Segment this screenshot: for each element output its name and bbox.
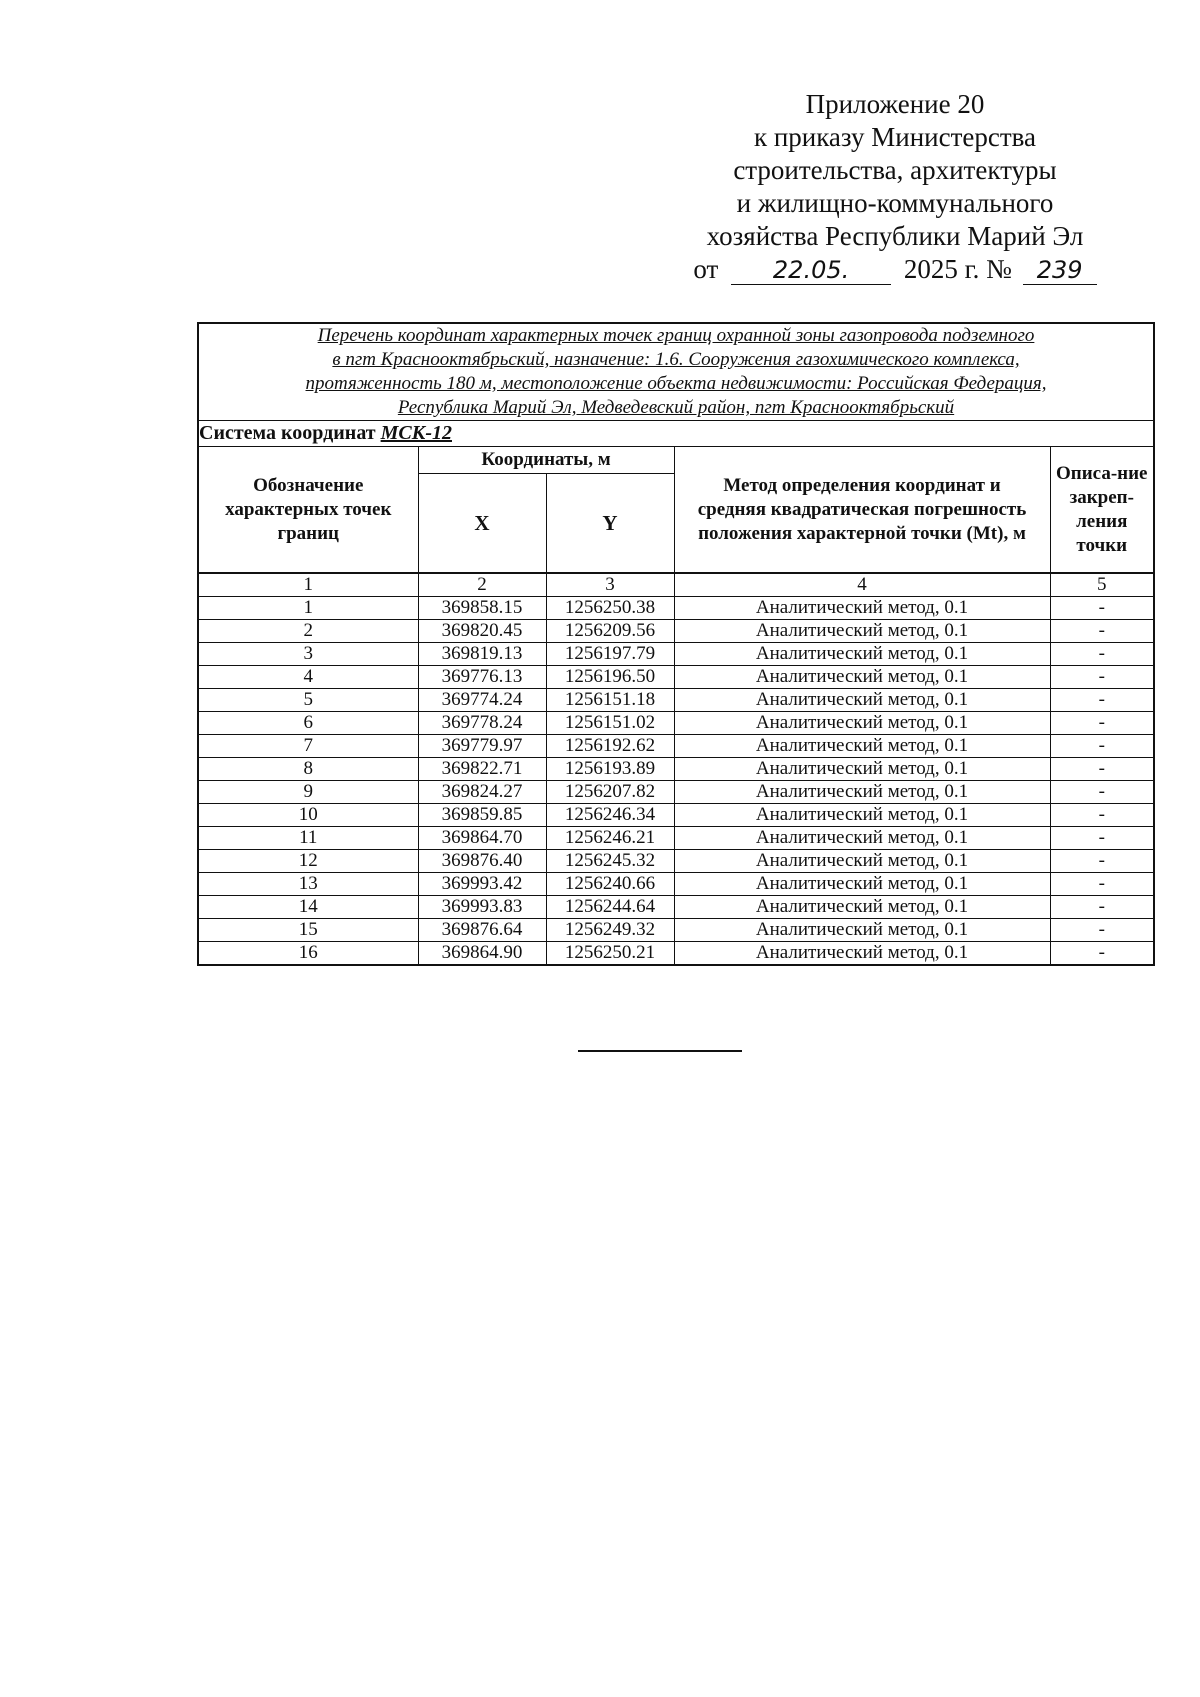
coordinate-system xyxy=(198,421,1154,447)
cell-x: 369819.13 xyxy=(418,643,546,666)
cell-n: 14 xyxy=(198,896,418,919)
cell-n: 4 xyxy=(198,666,418,689)
cell-method: Аналитический метод, 0.1 xyxy=(674,712,1050,735)
header-line: к приказу Министерства xyxy=(753,122,1037,152)
cell-y: 1256207.82 xyxy=(546,781,674,804)
table-row xyxy=(198,643,1154,666)
column-number: 1 xyxy=(198,573,418,597)
document-header xyxy=(660,88,1130,286)
column-number: 4 xyxy=(674,573,1050,597)
cell-y: 1256250.21 xyxy=(546,942,674,966)
cell-method: Аналитический метод, 0.1 xyxy=(674,643,1050,666)
cell-n: 11 xyxy=(198,827,418,850)
table-row xyxy=(198,896,1154,919)
cell-n: 8 xyxy=(198,758,418,781)
cell-desc: - xyxy=(1050,689,1154,712)
table-row xyxy=(198,873,1154,896)
cell-n: 7 xyxy=(198,735,418,758)
table-row xyxy=(198,919,1154,942)
cell-n: 9 xyxy=(198,781,418,804)
table-row xyxy=(198,850,1154,873)
header-line: хозяйства Республики Марий Эл xyxy=(706,221,1084,251)
cell-y: 1256197.79 xyxy=(546,643,674,666)
cell-n: 1 xyxy=(198,597,418,620)
header-x: X xyxy=(418,474,546,574)
table-row xyxy=(198,758,1154,781)
cell-n: 6 xyxy=(198,712,418,735)
cell-n: 3 xyxy=(198,643,418,666)
coordinates-table xyxy=(197,322,1155,966)
table-row xyxy=(198,597,1154,620)
cell-y: 1256193.89 xyxy=(546,758,674,781)
header-method: Метод определения координат и средняя квадратическая погрешность положения характерной точки (Mt), м xyxy=(674,447,1050,574)
cell-desc: - xyxy=(1050,827,1154,850)
cell-method: Аналитический метод, 0.1 xyxy=(674,689,1050,712)
cell-x: 369993.83 xyxy=(418,896,546,919)
cell-n: 15 xyxy=(198,919,418,942)
column-number: 5 xyxy=(1050,573,1154,597)
table-row xyxy=(198,942,1154,966)
cell-desc: - xyxy=(1050,735,1154,758)
cell-method: Аналитический метод, 0.1 xyxy=(674,597,1050,620)
cell-y: 1256246.21 xyxy=(546,827,674,850)
cell-method: Аналитический метод, 0.1 xyxy=(674,942,1050,966)
cell-desc: - xyxy=(1050,643,1154,666)
cell-y: 1256249.32 xyxy=(546,919,674,942)
cell-desc: - xyxy=(1050,666,1154,689)
cell-x: 369774.24 xyxy=(418,689,546,712)
cell-desc: - xyxy=(1050,597,1154,620)
cell-x: 369876.64 xyxy=(418,919,546,942)
cell-desc: - xyxy=(1050,896,1154,919)
cell-desc: - xyxy=(1050,620,1154,643)
table-title-line: в пгт Краснооктябрьский, назначение: 1.6. Сооружения газохимического комплекса, xyxy=(332,349,1020,370)
header-y: Y xyxy=(546,474,674,574)
cell-method: Аналитический метод, 0.1 xyxy=(674,735,1050,758)
cell-y: 1256245.32 xyxy=(546,850,674,873)
header-coordinates: Координаты, м xyxy=(418,447,674,474)
cell-desc: - xyxy=(1050,804,1154,827)
cell-x: 369824.27 xyxy=(418,781,546,804)
cell-x: 369776.13 xyxy=(418,666,546,689)
cell-x: 369864.70 xyxy=(418,827,546,850)
coordinate-system-label: Система координат xyxy=(199,422,381,444)
cell-method: Аналитический метод, 0.1 xyxy=(674,850,1050,873)
cell-method: Аналитический метод, 0.1 xyxy=(674,896,1050,919)
cell-n: 12 xyxy=(198,850,418,873)
cell-n: 2 xyxy=(198,620,418,643)
table-row xyxy=(198,689,1154,712)
header-description: Описа-ние закреп-ления точки xyxy=(1050,447,1154,574)
cell-x: 369778.24 xyxy=(418,712,546,735)
cell-y: 1256151.02 xyxy=(546,712,674,735)
cell-desc: - xyxy=(1050,873,1154,896)
cell-y: 1256209.56 xyxy=(546,620,674,643)
table-title-line: Республика Марий Эл, Медведевский район, пгт Краснооктябрьский xyxy=(397,397,955,418)
cell-desc: - xyxy=(1050,758,1154,781)
cell-y: 1256192.62 xyxy=(546,735,674,758)
date-prefix: от xyxy=(693,254,719,284)
cell-method: Аналитический метод, 0.1 xyxy=(674,873,1050,896)
cell-method: Аналитический метод, 0.1 xyxy=(674,620,1050,643)
cell-method: Аналитический метод, 0.1 xyxy=(674,919,1050,942)
header-line: и жилищно-коммунального xyxy=(736,188,1054,218)
cell-y: 1256196.50 xyxy=(546,666,674,689)
column-numbers-row xyxy=(198,573,1154,597)
cell-x: 369858.15 xyxy=(418,597,546,620)
cell-method: Аналитический метод, 0.1 xyxy=(674,804,1050,827)
table-title-line: протяженность 180 м, местоположение объекта недвижимости: Российская Федерация, xyxy=(305,373,1047,394)
cell-desc: - xyxy=(1050,919,1154,942)
cell-y: 1256246.34 xyxy=(546,804,674,827)
header-line: строительства, архитектуры xyxy=(733,155,1057,185)
column-number: 2 xyxy=(418,573,546,597)
table-row xyxy=(198,827,1154,850)
header-line: Приложение 20 xyxy=(805,89,985,119)
cell-x: 369876.40 xyxy=(418,850,546,873)
cell-x: 369820.45 xyxy=(418,620,546,643)
cell-x: 369779.97 xyxy=(418,735,546,758)
cell-x: 369993.42 xyxy=(418,873,546,896)
table-row xyxy=(198,735,1154,758)
cell-y: 1256244.64 xyxy=(546,896,674,919)
cell-y: 1256151.18 xyxy=(546,689,674,712)
cell-y: 1256250.38 xyxy=(546,597,674,620)
column-number: 3 xyxy=(546,573,674,597)
cell-method: Аналитический метод, 0.1 xyxy=(674,666,1050,689)
cell-y: 1256240.66 xyxy=(546,873,674,896)
cell-method: Аналитический метод, 0.1 xyxy=(674,827,1050,850)
cell-n: 13 xyxy=(198,873,418,896)
cell-method: Аналитический метод, 0.1 xyxy=(674,758,1050,781)
cell-n: 16 xyxy=(198,942,418,966)
cell-x: 369859.85 xyxy=(418,804,546,827)
table-title xyxy=(198,323,1154,421)
handwritten-date: 22.05. xyxy=(731,256,891,285)
cell-x: 369864.90 xyxy=(418,942,546,966)
cell-desc: - xyxy=(1050,781,1154,804)
table-row xyxy=(198,804,1154,827)
table-title-line: Перечень координат характерных точек границ охранной зоны газопровода подземного xyxy=(317,325,1035,346)
cell-n: 5 xyxy=(198,689,418,712)
year-text: 2025 г. № xyxy=(903,254,1012,284)
table-row xyxy=(198,666,1154,689)
order-date-line xyxy=(660,253,1130,286)
cell-desc: - xyxy=(1050,942,1154,966)
cell-n: 10 xyxy=(198,804,418,827)
table-row xyxy=(198,712,1154,735)
cell-method: Аналитический метод, 0.1 xyxy=(674,781,1050,804)
closing-separator-line xyxy=(578,1050,742,1052)
cell-desc: - xyxy=(1050,850,1154,873)
coordinate-system-value: МСК-12 xyxy=(380,422,452,444)
table-row xyxy=(198,620,1154,643)
handwritten-order-number: 239 xyxy=(1023,256,1097,285)
table-row xyxy=(198,781,1154,804)
cell-x: 369822.71 xyxy=(418,758,546,781)
header-points: Обозначение характерных точек границ xyxy=(198,447,418,574)
cell-desc: - xyxy=(1050,712,1154,735)
